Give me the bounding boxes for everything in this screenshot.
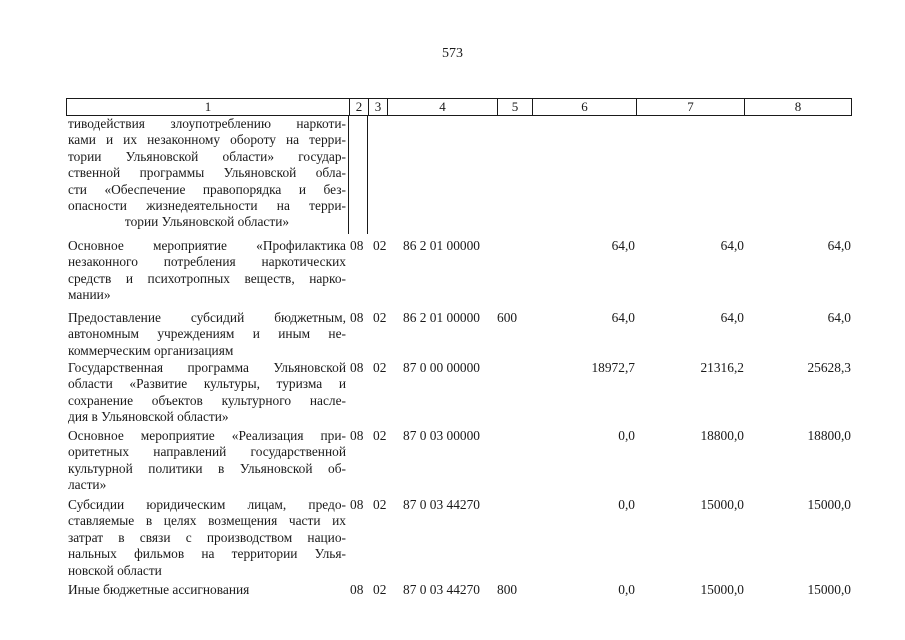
section-code: 08	[350, 310, 364, 325]
amount-column-6: 18972,7	[591, 360, 635, 375]
description-line: Государственная программа Ульяновской	[68, 360, 346, 375]
column-rule	[348, 116, 349, 234]
amount-column-6: 64,0	[611, 310, 635, 325]
amount-column-7: 64,0	[720, 238, 744, 253]
description-line: Иные бюджетные ассигнования	[68, 582, 250, 597]
row-description	[68, 360, 346, 426]
description-line: Субсидии юридическим лицам, предо-	[68, 497, 346, 512]
row-description	[68, 238, 346, 304]
table-header	[66, 98, 852, 116]
section-code: 08	[350, 497, 364, 512]
amount-column-8: 25628,3	[807, 360, 851, 375]
column-header-2: 2	[349, 98, 369, 116]
description-line: сти «Обеспечение правопорядка и без-	[68, 181, 346, 197]
subsection-code: 02	[373, 497, 387, 512]
row-description	[68, 582, 346, 598]
amount-column-6: 0,0	[618, 497, 635, 512]
description-line: области «Развитие культуры, туризма и	[68, 376, 346, 392]
amount-column-7: 21316,2	[700, 360, 744, 375]
section-code: 08	[350, 238, 364, 253]
description-line: Предоставление субсидий бюджетным,	[68, 310, 346, 325]
target-article-code: 87 0 03 44270	[403, 497, 480, 512]
amount-column-7: 15000,0	[700, 582, 744, 597]
target-article-code: 86 2 01 00000	[403, 238, 480, 253]
section-code: 08	[350, 360, 364, 375]
column-header-7: 7	[636, 98, 745, 116]
column-header-4: 4	[387, 98, 498, 116]
description-line: тории Ульяновской области» государ-	[68, 148, 346, 164]
description-line: нальных фильмов на территории Улья-	[68, 546, 346, 562]
target-article-code: 87 0 03 44270	[403, 582, 480, 597]
amount-column-7: 15000,0	[700, 497, 744, 512]
amount-column-7: 64,0	[720, 310, 744, 325]
column-header-5: 5	[497, 98, 533, 116]
description-line: автономным учреждениям и иным не-	[68, 326, 346, 342]
description-line: Основное мероприятие «Профилактика	[68, 238, 346, 253]
description-line: ласти»	[68, 477, 107, 493]
subsection-code: 02	[373, 582, 387, 597]
target-article-code: 87 0 03 00000	[403, 428, 480, 443]
description-line: тиводействия злоупотреблению наркоти-	[68, 116, 346, 131]
description-line: новской области	[68, 562, 162, 578]
description-line: опасности жизнедеятельности на терри-	[68, 198, 346, 214]
column-header-3: 3	[368, 98, 388, 116]
amount-column-6: 0,0	[618, 428, 635, 443]
amount-column-8: 15000,0	[807, 497, 851, 512]
column-header-1: 1	[66, 98, 350, 116]
section-code: 08	[350, 582, 364, 597]
row-description	[68, 116, 346, 231]
description-line: коммерческим организациям	[68, 342, 234, 358]
row-description	[68, 310, 346, 359]
description-line: средств и психотропных веществ, нарко-	[68, 270, 346, 286]
amount-column-7: 18800,0	[700, 428, 744, 443]
subsection-code: 02	[373, 428, 387, 443]
description-line: затрат в связи с производством нацио-	[68, 529, 346, 545]
description-line: культурной политики в Ульяновской об-	[68, 460, 346, 476]
amount-column-8: 64,0	[827, 310, 851, 325]
amount-column-6: 64,0	[611, 238, 635, 253]
amount-column-8: 18800,0	[807, 428, 851, 443]
amount-column-8: 15000,0	[807, 582, 851, 597]
expense-type-code: 600	[497, 310, 518, 325]
column-rule	[367, 116, 368, 234]
row-description	[68, 428, 346, 494]
description-line: ставляемые в целях возмещения части их	[68, 513, 346, 529]
description-line: ственной программы Ульяновской обла-	[68, 165, 346, 181]
amount-column-8: 64,0	[827, 238, 851, 253]
target-article-code: 86 2 01 00000	[403, 310, 480, 325]
description-line: сохранение объектов культурного насле-	[68, 392, 346, 408]
page-number: 573	[442, 46, 463, 61]
description-line: оритетных направлений государственной	[68, 444, 346, 460]
description-line: тории Ульяновской области»	[124, 214, 290, 230]
subsection-code: 02	[373, 360, 387, 375]
subsection-code: 02	[373, 238, 387, 253]
description-line: незаконного потребления наркотических	[68, 254, 346, 270]
description-line: Основное мероприятие «Реализация при-	[68, 428, 346, 443]
column-header-6: 6	[532, 98, 637, 116]
column-header-8: 8	[744, 98, 852, 116]
row-description	[68, 497, 346, 579]
section-code: 08	[350, 428, 364, 443]
expense-type-code: 800	[497, 582, 518, 597]
amount-column-6: 0,0	[618, 582, 635, 597]
target-article-code: 87 0 00 00000	[403, 360, 480, 375]
description-line: дия в Ульяновской области»	[68, 409, 229, 425]
subsection-code: 02	[373, 310, 387, 325]
description-line: ками и их незаконному обороту на терри-	[68, 132, 346, 148]
description-line: мании»	[68, 287, 111, 303]
